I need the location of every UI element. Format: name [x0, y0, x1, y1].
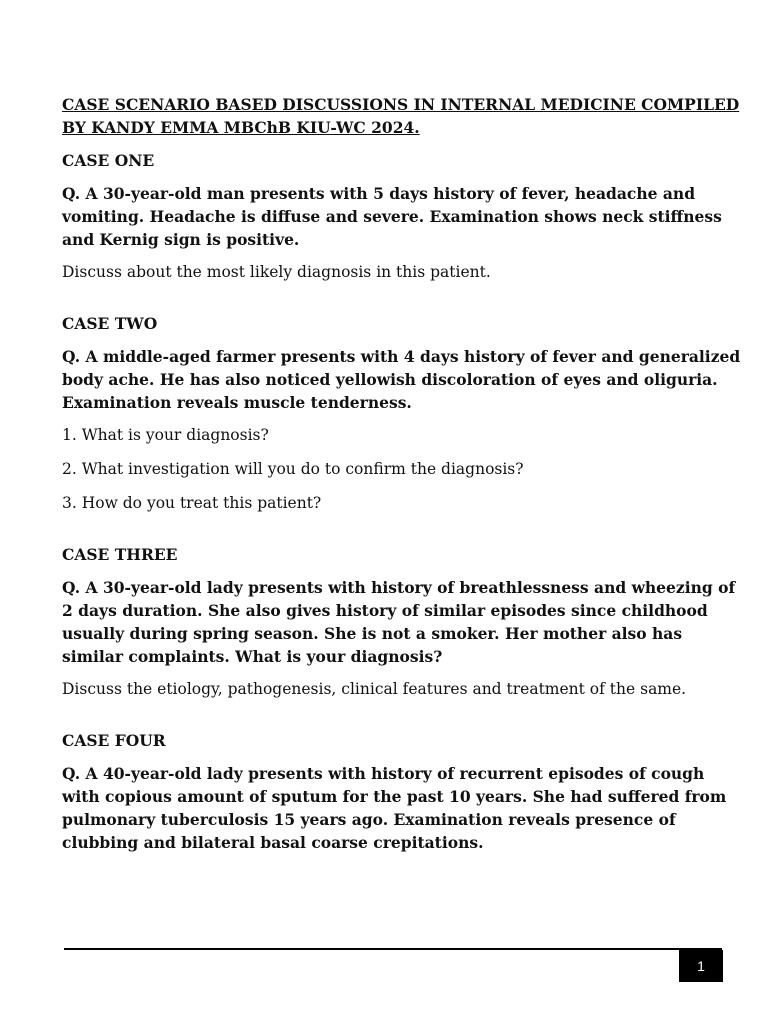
document-page [62, 93, 742, 882]
case-prompt: 2. What investigation will you do to confirm the diagnosis? [62, 460, 524, 478]
case-heading: CASE ONE [62, 151, 155, 170]
case-question: Q. A middle-aged farmer presents with 4 days history of fever and generalized body ache. He has also noticed yellowish discoloration of eyes and oliguria. Examination reveals muscle tenderness. [62, 347, 741, 412]
case-prompt: Discuss about the most likely diagnosis in this patient. [62, 263, 491, 281]
case-prompt: 3. How do you treat this patient? [62, 494, 322, 512]
case-three [62, 543, 742, 701]
case-one [62, 149, 742, 284]
case-question: Q. A 40-year-old lady presents with history of recurrent episodes of cough with copious amount of sputum for the past 10 years. She had suffered from pulmonary tuberculosis 15 years ago. Examination reveals presence of clubbing and bilateral basal coarse crepitations. [62, 764, 727, 852]
case-two [62, 312, 742, 515]
case-four [62, 729, 742, 854]
footer-divider [64, 948, 722, 950]
case-heading: CASE FOUR [62, 731, 166, 750]
case-question: Q. A 30-year-old lady presents with history of breathlessness and wheezing of 2 days duration. She also gives history of similar episodes since childhood usually during spring season. She is not a smoker. Her mother also has similar complaints. What is your diagnosis? [62, 578, 736, 666]
case-prompt: 1. What is your diagnosis? [62, 426, 269, 444]
case-heading: CASE TWO [62, 314, 158, 333]
case-question: Q. A 30-year-old man presents with 5 days history of fever, headache and vomiting. Headache is diffuse and severe. Examination shows neck stiffness and Kernig sign is positive. [62, 184, 722, 249]
case-heading: CASE THREE [62, 545, 178, 564]
case-prompt: Discuss the etiology, pathogenesis, clinical features and treatment of the same. [62, 680, 687, 698]
document-title: CASE SCENARIO BASED DISCUSSIONS IN INTERNAL MEDICINE COMPILED BY KANDY EMMA MBChB KIU-WC 2024. [62, 95, 740, 137]
page-number-badge: 1 [679, 950, 723, 982]
